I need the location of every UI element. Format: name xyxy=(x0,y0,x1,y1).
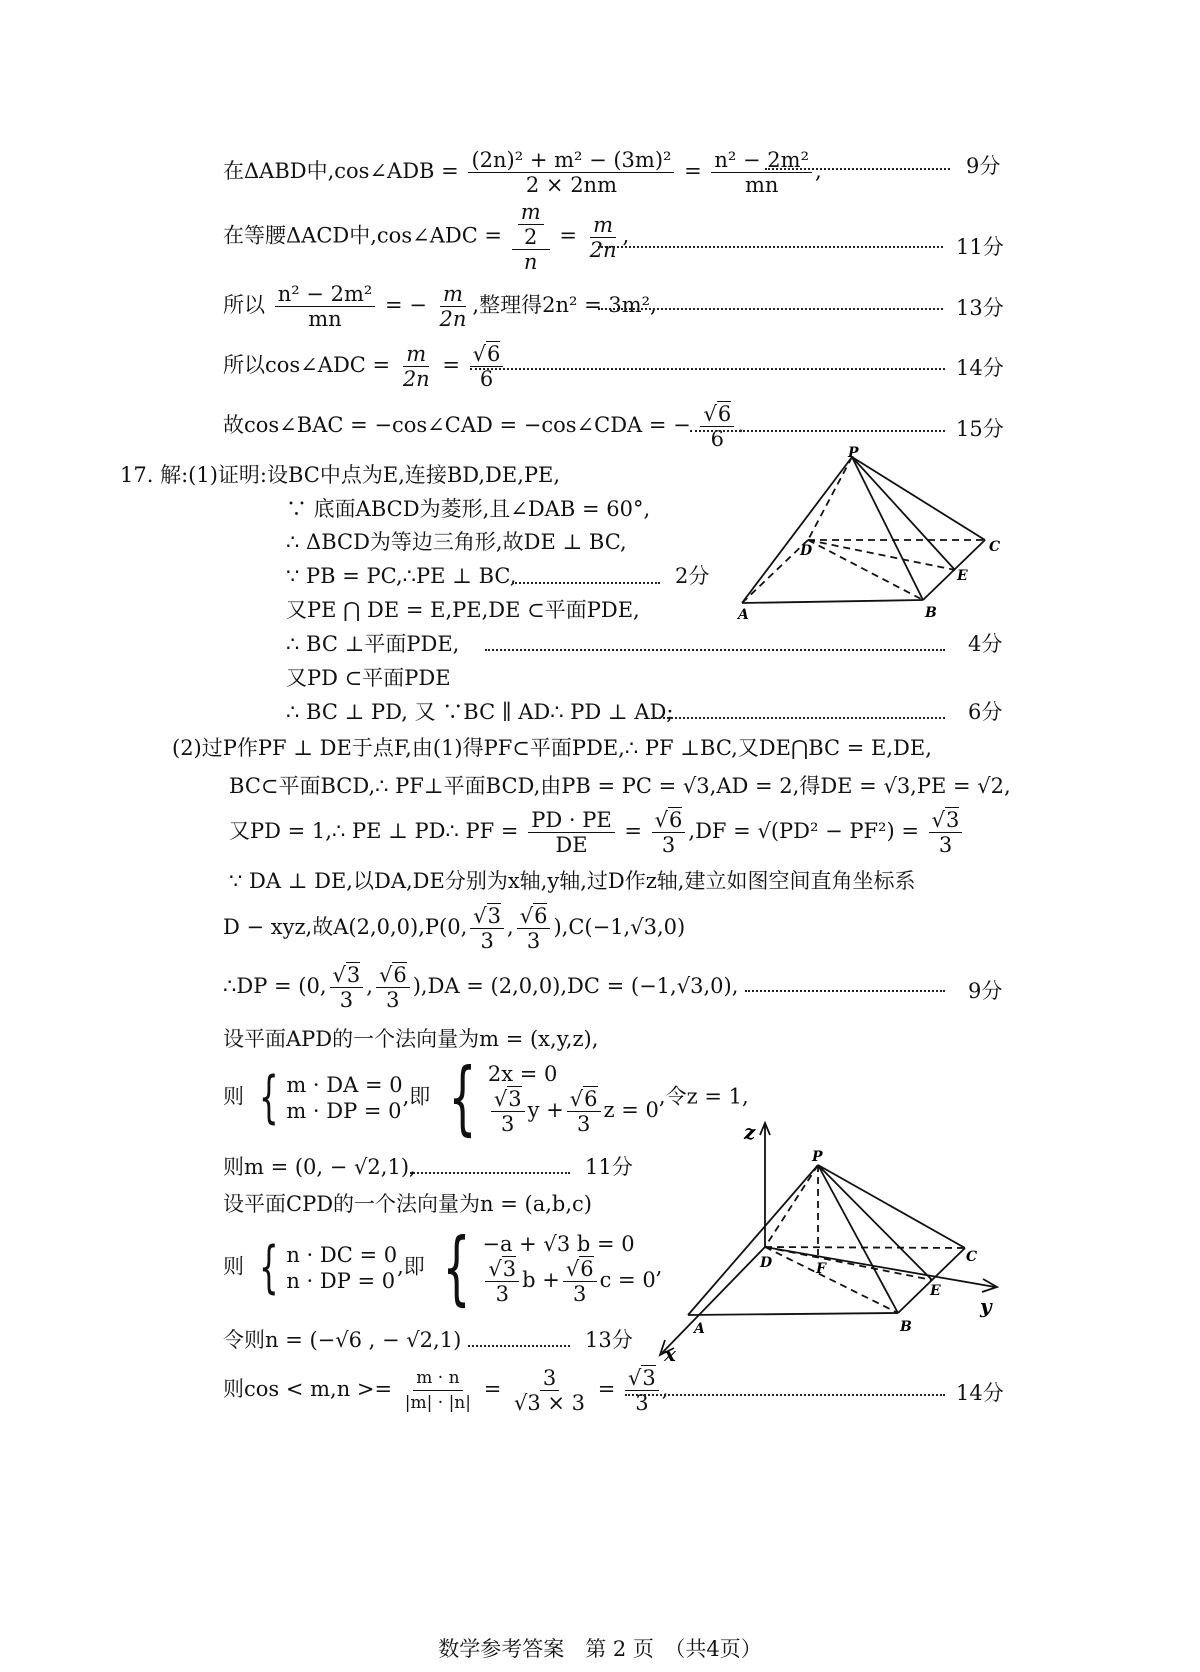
dot-leader xyxy=(655,717,945,719)
part2-line: 又PD = 1,∴ PE ⊥ PD∴ PF = $\frac{PD \cdot PE}{DE}$ = $\frac{√6}{3}$ ,DF = √(PD² − PF²) = $\frac{√3}{3}$ xyxy=(229,808,965,857)
vertex-label: D xyxy=(760,1255,773,1271)
system-apd: 则 { m · DA = 0 m · DP = 0 ,即 { 2x = 0 $\frac{√3}{3}$ y + $\frac{√6}{3}$ z = 0 ,令z = 1, xyxy=(223,1051,749,1144)
eq-cos-adc-value: 所以cos∠ADC = $\frac{m}{2n}$ = $\frac{√6}{6}$ xyxy=(223,342,506,391)
vertex-label: A xyxy=(694,1321,705,1337)
proof-line: ∴ BC ⊥平面PDE, xyxy=(286,632,460,656)
cos-angle: 则cos < m,n >= $\frac{m \cdot n}{|m| \cdot |n|}$ = $\frac{3}{√3 \times 3}$ = $\frac{√3}{3}$ , xyxy=(223,1366,669,1415)
coordinate-figure-2 xyxy=(640,1115,1010,1365)
axis-label: z xyxy=(744,1120,756,1144)
vertex-label: B xyxy=(900,1319,912,1335)
score: 11分 xyxy=(585,1155,633,1179)
fraction: $\frac{\frac{m}{2}}{n}$ xyxy=(512,200,550,274)
part2-line: ∵ DA ⊥ DE,以DA,DE分别为x轴,y轴,过D作z轴,建立如图空间直角坐标系 xyxy=(229,869,916,893)
score: 2分 xyxy=(675,564,710,588)
dot-leader xyxy=(625,1394,945,1396)
part2-line: ∴DP = (0, $\frac{√3}{3}$ , $\frac{√6}{3}$ ),DA = (2,0,0),DC = (−1,√3,0), xyxy=(223,963,739,1012)
proof-line: ∴ BC ⊥ PD, 又 ∵BC ∥ AD∴ PD ⊥ AD; xyxy=(286,700,674,724)
vertex-label: D xyxy=(800,543,813,559)
proof-line: ∵ 底面ABCD为菱形,且∠DAB = 60°, xyxy=(286,497,651,521)
eq-relation: 所以 $\frac{\text{n² − 2m²}}{mn}$ = − $\frac{m}{2n}$ ,整理得2n² = 3m², xyxy=(223,282,657,331)
vertex-label: P xyxy=(812,1149,823,1165)
dot-leader xyxy=(598,308,943,310)
eq-cos-adc: 在等腰ΔACD中,cos∠ADC = $\frac{\frac{m}{2}}{n}$ = $\frac{m}{2n}$ , xyxy=(223,200,630,274)
fraction: $\frac{m}{2n}$ xyxy=(589,212,617,262)
part2-line: 令则n = (−√6 , − √2,1) xyxy=(223,1328,462,1352)
vertex-label: E xyxy=(957,568,968,584)
part2-line: 设平面APD的一个法向量为m = (x,y,z), xyxy=(223,1027,599,1051)
fraction: $\frac{√6}{6}$ xyxy=(700,402,734,451)
dot-leader xyxy=(470,368,945,370)
fraction: $\frac{√6}{6}$ xyxy=(470,342,504,391)
score: 14分 xyxy=(956,356,1004,380)
dot-leader xyxy=(485,649,945,651)
fraction: $\frac{m}{2n}$ xyxy=(402,342,430,391)
proof-line: ∴ ΔBCD为等边三角形,故DE ⊥ BC, xyxy=(286,530,627,554)
score: 6分 xyxy=(968,700,1003,724)
q17-heading: 17. 解:(1)证明:设BC中点为E,连接BD,DE,PE, xyxy=(120,463,561,487)
score: 15分 xyxy=(956,417,1004,441)
dot-leader xyxy=(512,582,660,584)
score: 11分 xyxy=(956,235,1004,259)
score: 14分 xyxy=(956,1381,1004,1405)
dot-leader xyxy=(410,1172,570,1174)
part2-line: BC⊂平面BCD,∴ PF⊥平面BCD,由PB = PC = √3,AD = 2,得DE = √3,PE = √2, xyxy=(229,774,1011,798)
dot-leader xyxy=(468,1345,570,1347)
fraction: $\frac{m}{2n}$ xyxy=(439,282,467,331)
score: 13分 xyxy=(585,1328,633,1352)
axis-label: x xyxy=(664,1342,676,1365)
dot-leader xyxy=(690,430,945,432)
vertex-label: E xyxy=(930,1283,941,1299)
score: 9分 xyxy=(968,979,1003,1003)
fraction: $\frac{\text{(2n)² + m² − (3m)²}}{2 \times 2nm}$ xyxy=(468,148,674,197)
proof-line: 又PD ⊂平面PDE xyxy=(286,666,451,690)
pyramid-figure-1 xyxy=(730,445,1030,625)
vertex-label: B xyxy=(925,605,937,621)
score: 4分 xyxy=(968,632,1003,656)
part2-line: 设平面CPD的一个法向量为n = (a,b,c) xyxy=(223,1192,592,1216)
dot-leader xyxy=(745,990,945,992)
dot-leader xyxy=(765,168,950,170)
system-cpd: 则 { n · DC = 0 n · DP = 0 ,即 { −a + √3 b = 0 $\frac{√3}{3}$ b + $\frac{√6}{3}$ c = 0 , xyxy=(223,1221,663,1314)
vertex-label: C xyxy=(966,1249,978,1265)
part2-line: (2)过P作PF ⊥ DE于点F,由(1)得PF⊂平面PDE,∴ PF ⊥BC,又DE⋂BC = E,DE, xyxy=(172,736,932,760)
vertex-label: P xyxy=(848,445,859,461)
vertex-label: F xyxy=(816,1261,826,1277)
proof-line: 又PE ⋂ DE = E,PE,DE ⊂平面PDE, xyxy=(286,598,640,622)
dot-leader xyxy=(598,246,943,248)
score: 9分 xyxy=(966,154,1001,178)
part2-line: 则m = (0, − √2,1), xyxy=(223,1155,416,1179)
fraction: $\frac{\text{n² − 2m²}}{mn}$ xyxy=(275,282,376,331)
axis-label: y xyxy=(980,1294,992,1318)
eq-cos-bac: 故cos∠BAC = −cos∠CAD = −cos∠CDA = − $\frac{√6}{6}$ . xyxy=(223,402,744,451)
vertex-label: C xyxy=(989,539,1001,555)
page-footer: 数学参考答案 第 2 页 （共4页） xyxy=(438,1637,762,1661)
score: 13分 xyxy=(956,296,1004,320)
fraction: $\frac{\text{n² − 2m²}}{mn}$ xyxy=(711,148,812,197)
vertex-label: A xyxy=(738,607,749,623)
part2-line: D − xyz,故A(2,0,0),P(0, $\frac{√3}{3}$ , $\frac{√6}{3}$ ),C(−1,√3,0) xyxy=(223,904,686,953)
proof-line: ∵ PB = PC,∴PE ⊥ BC, xyxy=(286,564,517,588)
eq-cos-adb: 在ΔABD中,cos∠ADB = $\frac{\text{(2n)² + m² − (3m)²}}{2 \times 2nm}$ = $\frac{\text{n² − 2m²}}{mn}$ , xyxy=(223,148,822,197)
